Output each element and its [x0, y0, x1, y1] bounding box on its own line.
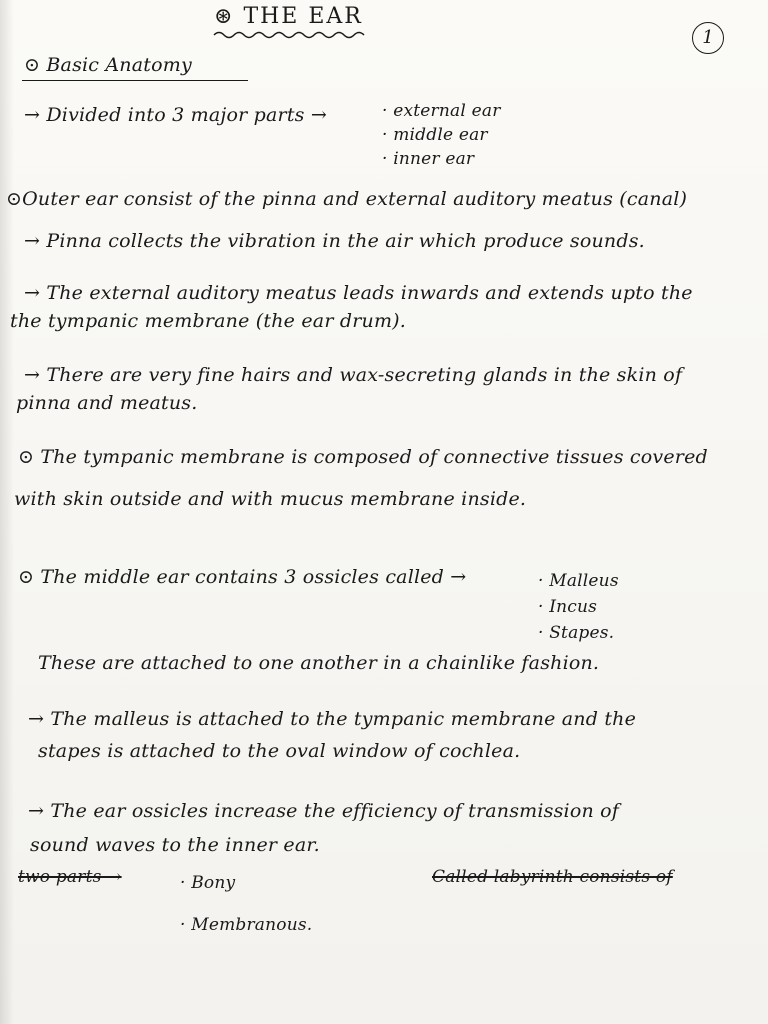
malleus-line-2: stapes is attached to the oval window of cochlea. — [38, 740, 521, 762]
tympanic-line-2: with skin outside and with mucus membrane inside. — [14, 488, 527, 510]
ossicles-line-1: → The ear ossicles increase the efficiency of transmission of — [28, 800, 620, 822]
bullet-circle-icon: ⊙ — [6, 188, 23, 210]
outer-ear-line — [6, 188, 687, 210]
page-title — [214, 6, 363, 28]
ossicle-malleus: · Malleus — [538, 571, 619, 591]
malleus-line-1: → The malleus is attached to the tympanic membrane and the — [28, 708, 637, 730]
middle-ear-line — [18, 566, 466, 588]
pinna-line: → Pinna collects the vibration in the air which produce sounds. — [24, 230, 645, 252]
ossicles-line-2: sound waves to the inner ear. — [30, 834, 320, 856]
tympanic-line-1 — [18, 446, 708, 468]
section-basic-anatomy — [24, 54, 192, 76]
struck-out-text: Called labyrinth consists of — [432, 867, 673, 887]
part-middle: · middle ear — [382, 125, 488, 145]
divided-line: → Divided into 3 major parts → — [24, 104, 327, 126]
tympanic-text: The tympanic membrane is composed of connective tissues covered — [40, 446, 708, 468]
part-bony: · Bony — [180, 873, 236, 893]
meatus-line-2: the tympanic membrane (the ear drum). — [10, 310, 407, 332]
meatus-line-1: → The external auditory meatus leads inwards and extends upto the — [24, 282, 693, 304]
title-wavy-underline — [212, 30, 372, 40]
bullet-circle-icon: ⊙ — [18, 566, 41, 588]
part-inner: · inner ear — [382, 149, 475, 169]
struck-two-parts: two parts → — [18, 867, 122, 887]
hairs-line-2: pinna and meatus. — [16, 392, 198, 414]
chain-line: These are attached to one another in a chainlike fashion. — [38, 652, 600, 674]
section-underline — [22, 80, 248, 81]
part-external: · external ear — [382, 101, 501, 121]
ossicle-stapes: · Stapes. — [538, 623, 615, 643]
middle-ear-text: The middle ear contains 3 ossicles called → — [40, 566, 467, 588]
title-marker: ⊛ — [214, 4, 235, 29]
title-text: THE EAR — [243, 4, 363, 29]
bullet-circle-icon: ⊙ — [24, 54, 47, 76]
ossicle-incus: · Incus — [538, 597, 598, 617]
part-membranous: · Membranous. — [180, 915, 313, 935]
hairs-line-1: → There are very fine hairs and wax-secreting glands in the skin of — [24, 364, 683, 386]
section-heading: Basic Anatomy — [46, 54, 192, 76]
page-number: 1 — [692, 22, 724, 54]
outer-ear-text: Outer ear consist of the pinna and external auditory meatus (canal) — [22, 188, 688, 210]
bullet-circle-icon: ⊙ — [18, 446, 41, 468]
